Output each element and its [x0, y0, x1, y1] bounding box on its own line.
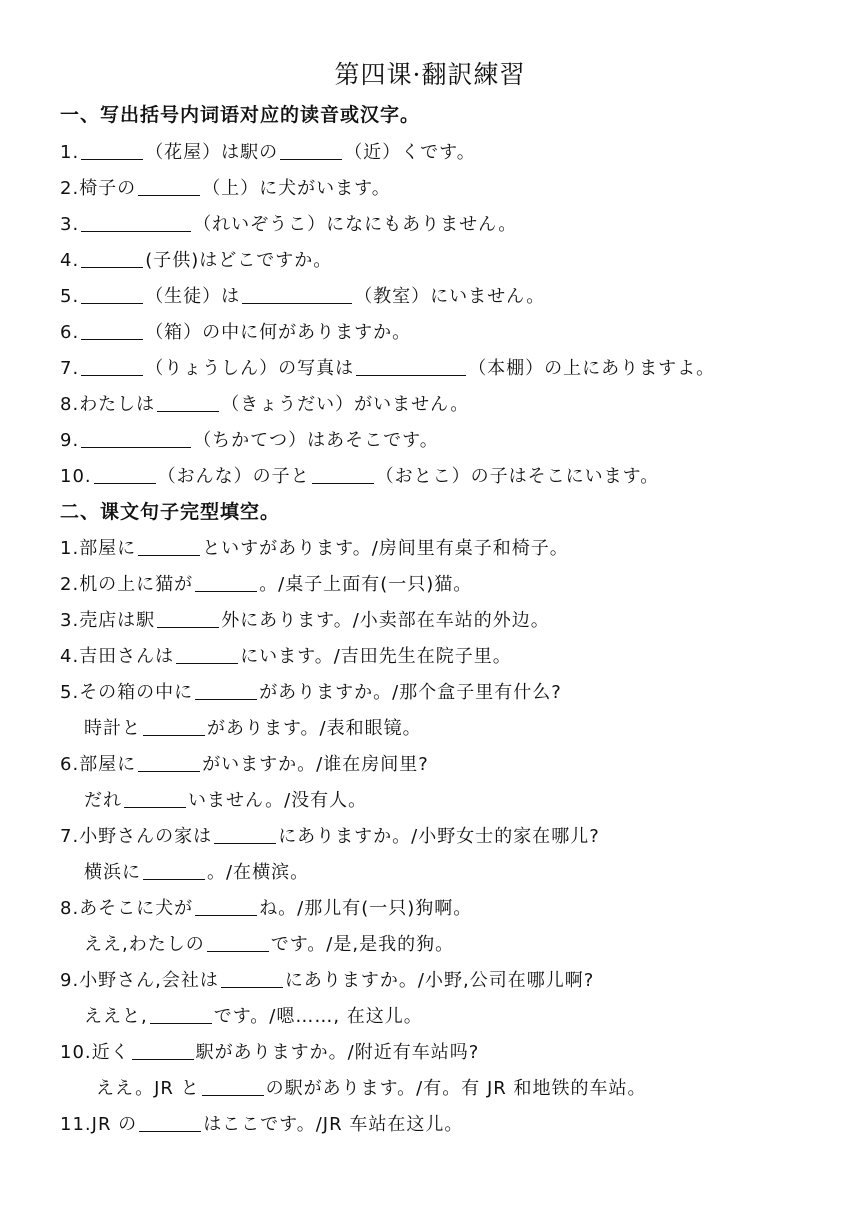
item-text: いません。/没有人。 — [188, 790, 368, 811]
item-text: （きょうだい）がいません。 — [221, 394, 470, 415]
item-text: ええ,わたしの — [84, 934, 205, 955]
item-text: （花屋）は駅の — [145, 142, 279, 163]
item-text: 時計と — [84, 718, 141, 739]
item-number: 3. — [60, 610, 80, 631]
item-text: の駅があります。/有。有 JR 和地铁的车站。 — [265, 1078, 647, 1099]
item-number: 7. — [60, 358, 80, 379]
list-item — [84, 1003, 423, 1030]
answer-blank[interactable] — [81, 319, 143, 340]
item-text: はここです。/JR 车站在这儿。 — [203, 1114, 464, 1135]
item-text: 部屋に — [79, 754, 137, 775]
answer-blank[interactable] — [139, 1111, 201, 1132]
item-text: にありますか。/小野女士的家在哪儿? — [278, 826, 600, 847]
item-text: （生徒）は — [145, 286, 241, 307]
item-text: （ちかてつ）はあそこです。 — [193, 430, 439, 451]
item-text: 小野さんの家は — [79, 826, 213, 847]
item-text: (子供)はどこですか。 — [145, 250, 333, 271]
answer-blank[interactable] — [214, 823, 276, 844]
answer-blank[interactable] — [280, 139, 342, 160]
answer-blank[interactable] — [150, 1003, 212, 1024]
page-title: 第四课·翻訳練習 — [334, 60, 526, 89]
item-text: 吉田さんは — [79, 646, 175, 667]
list-item — [60, 355, 715, 382]
item-text: 外にあります。/小卖部在车站的外边。 — [221, 610, 550, 631]
list-item — [60, 571, 472, 598]
answer-blank[interactable] — [176, 643, 238, 664]
answer-blank[interactable] — [132, 1039, 194, 1060]
answer-blank[interactable] — [81, 427, 191, 448]
item-number: 1. — [60, 538, 80, 559]
item-text: 駅がありますか。/附近有车站吗? — [195, 1042, 480, 1063]
section2-heading: 二、课文句子完型填空。 — [60, 501, 281, 523]
item-number: 9. — [60, 430, 80, 451]
answer-blank[interactable] — [202, 1075, 264, 1096]
item-text: 近く — [91, 1042, 130, 1063]
answer-blank[interactable] — [81, 139, 143, 160]
list-item — [60, 823, 600, 850]
answer-blank[interactable] — [138, 751, 200, 772]
item-number: 9. — [60, 970, 80, 991]
answer-blank[interactable] — [81, 247, 143, 268]
item-text: （箱）の中に何がありますか。 — [145, 322, 412, 343]
answer-blank[interactable] — [81, 211, 191, 232]
list-item — [84, 931, 454, 958]
answer-blank[interactable] — [81, 283, 143, 304]
list-item — [60, 751, 429, 778]
item-text: ね。/那儿有(一只)狗啊。 — [259, 898, 473, 919]
list-item — [60, 1111, 463, 1138]
list-item — [60, 535, 569, 562]
item-text: がいますか。/谁在房间里? — [202, 754, 429, 775]
item-number: 5. — [60, 286, 80, 307]
answer-blank[interactable] — [157, 391, 219, 412]
item-text: （おんな）の子と — [157, 466, 310, 487]
list-item — [60, 247, 332, 274]
answer-blank[interactable] — [94, 463, 156, 484]
answer-blank[interactable] — [138, 535, 200, 556]
item-number: 3. — [60, 214, 80, 235]
answer-blank[interactable] — [207, 931, 269, 952]
item-text: といすがあります。/房间里有桌子和椅子。 — [202, 538, 569, 559]
item-text: 小野さん,会社は — [79, 970, 219, 991]
list-item — [60, 643, 512, 670]
item-number: 6. — [60, 322, 80, 343]
item-number: 8. — [60, 394, 80, 415]
answer-blank[interactable] — [195, 895, 257, 916]
answer-blank[interactable] — [221, 967, 283, 988]
item-text: ええと, — [84, 1006, 148, 1027]
item-number: 4. — [60, 250, 80, 271]
list-item — [96, 1075, 647, 1102]
list-item — [60, 463, 659, 490]
answer-blank[interactable] — [143, 715, 205, 736]
item-text: 椅子の — [79, 178, 137, 199]
item-text: 売店は駅 — [79, 610, 156, 631]
answer-blank[interactable] — [195, 679, 257, 700]
list-item — [84, 787, 367, 814]
list-item — [60, 679, 562, 706]
list-item — [60, 1039, 479, 1066]
item-number: 4. — [60, 646, 80, 667]
item-text: だれ — [84, 790, 122, 811]
answer-blank[interactable] — [356, 355, 466, 376]
section1-heading: 一、写出括号内词语对应的读音或汉字。 — [60, 104, 421, 126]
item-number: 10. — [60, 466, 92, 487]
item-text: 。/桌子上面有(一只)猫。 — [259, 574, 473, 595]
list-item — [60, 175, 391, 202]
item-text: です。/嗯……, 在这儿。 — [213, 1006, 423, 1027]
item-number: 2. — [60, 178, 80, 199]
item-text: 。/在横滨。 — [207, 862, 310, 883]
item-text: （教室）にいません。 — [354, 286, 546, 307]
item-text: JR の — [91, 1114, 138, 1135]
item-number: 11. — [60, 1114, 92, 1135]
item-text: にいます。/吉田先生在院子里。 — [240, 646, 512, 667]
answer-blank[interactable] — [312, 463, 374, 484]
answer-blank[interactable] — [138, 175, 200, 196]
item-number: 5. — [60, 682, 80, 703]
answer-blank[interactable] — [143, 859, 205, 880]
item-text: （りょうしん）の写真は — [145, 358, 355, 379]
list-item — [60, 427, 439, 454]
item-text: 部屋に — [79, 538, 137, 559]
item-number: 2. — [60, 574, 80, 595]
list-item — [60, 895, 472, 922]
list-item — [60, 607, 550, 634]
list-item — [60, 967, 594, 994]
item-text: があります。/表和眼镜。 — [207, 718, 422, 739]
answer-blank[interactable] — [157, 607, 219, 628]
item-number: 6. — [60, 754, 80, 775]
list-item — [84, 715, 422, 742]
item-text: （おとこ）の子はそこにいます。 — [375, 466, 660, 487]
item-text: その箱の中に — [79, 682, 194, 703]
list-item — [60, 139, 476, 166]
item-number: 7. — [60, 826, 80, 847]
item-text: （近）くです。 — [344, 142, 476, 163]
answer-blank[interactable] — [124, 787, 186, 808]
item-text: あそこに犬が — [79, 898, 194, 919]
item-number: 10. — [60, 1042, 92, 1063]
item-text: （れいぞうこ）になにもありません。 — [193, 214, 518, 235]
item-text: （上）に犬がいます。 — [202, 178, 391, 199]
answer-blank[interactable] — [242, 283, 352, 304]
item-text: （本棚）の上にありますよ。 — [468, 358, 716, 379]
list-item — [60, 211, 517, 238]
answer-blank[interactable] — [81, 355, 143, 376]
answer-blank[interactable] — [195, 571, 257, 592]
item-number: 8. — [60, 898, 80, 919]
item-text: 横浜に — [84, 862, 141, 883]
list-item — [60, 283, 545, 310]
list-item — [84, 859, 309, 886]
item-text: ええ。JR と — [96, 1078, 200, 1099]
list-item — [60, 319, 411, 346]
list-item — [60, 391, 469, 418]
item-text: がありますか。/那个盒子里有什么? — [259, 682, 562, 703]
item-text: 机の上に猫が — [79, 574, 194, 595]
item-number: 1. — [60, 142, 80, 163]
item-text: にありますか。/小野,公司在哪儿啊? — [284, 970, 595, 991]
item-text: わたしは — [79, 394, 156, 415]
item-text: です。/是,是我的狗。 — [270, 934, 455, 955]
